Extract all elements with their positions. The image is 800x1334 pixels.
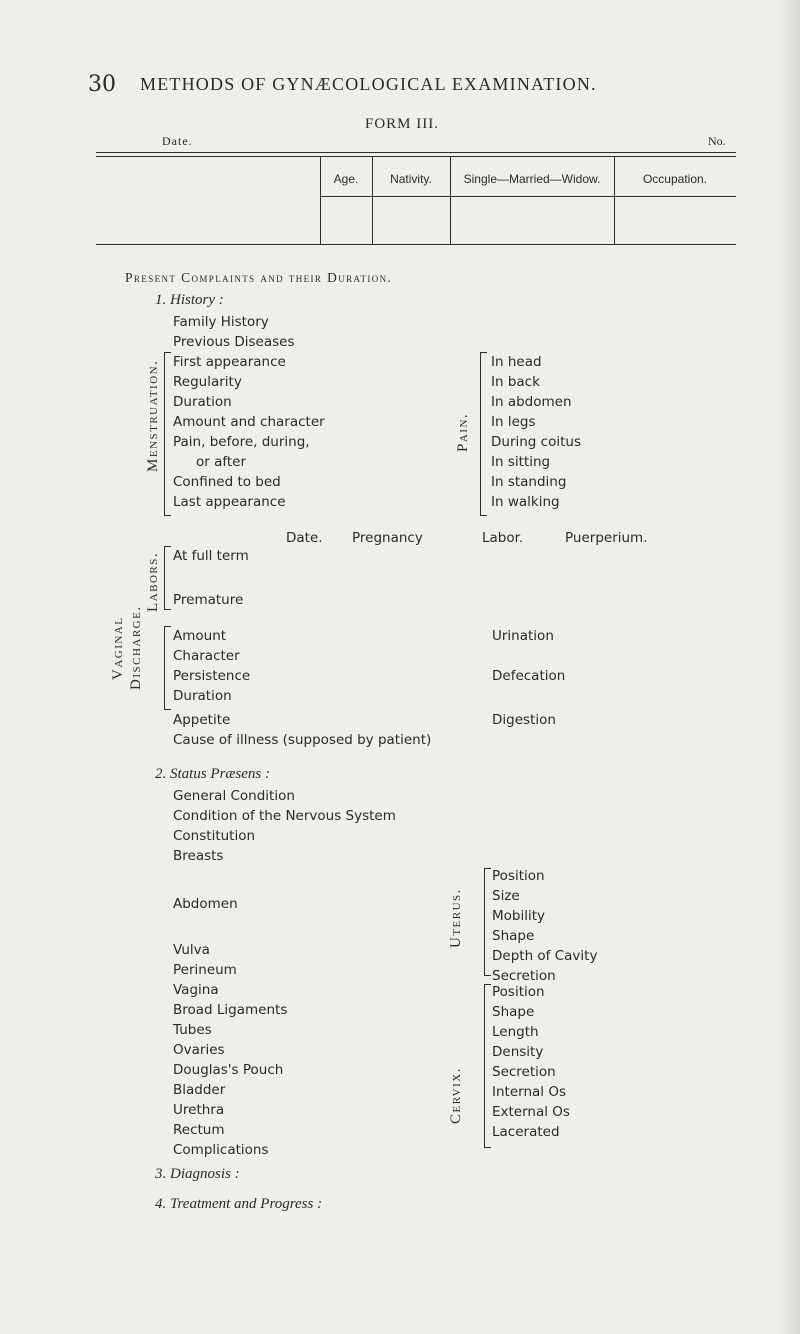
pain-item: In walking xyxy=(491,494,560,510)
labors-brace xyxy=(164,546,171,610)
status-heading: 2. Status Præsens : xyxy=(155,766,271,782)
pain-item: In back xyxy=(491,374,540,390)
cervix-item: External Os xyxy=(492,1104,570,1120)
labors-col-puerperium: Puerperium. xyxy=(565,530,648,546)
table-col-line xyxy=(372,156,373,244)
table-top-rule xyxy=(96,152,736,153)
pain-item: In standing xyxy=(491,474,567,490)
menstruation-item: Regularity xyxy=(173,374,242,390)
menstruation-item: Duration xyxy=(173,394,232,410)
labors-col-labor: Labor. xyxy=(482,530,524,546)
uterus-item: Depth of Cavity xyxy=(492,948,598,964)
uterus-item: Mobility xyxy=(492,908,546,924)
page-edge-shadow xyxy=(778,0,800,1334)
menstruation-item: Amount and character xyxy=(173,414,325,430)
pain-label: Pain. xyxy=(455,412,471,452)
menstruation-item: or after xyxy=(196,454,247,470)
status-item: Breasts xyxy=(173,848,224,864)
cervix-brace xyxy=(484,984,491,1148)
date-label: Date. xyxy=(162,134,193,148)
cervix-item: Internal Os xyxy=(492,1084,566,1100)
uterus-item: Shape xyxy=(492,928,535,944)
labors-full-term: At full term xyxy=(173,548,249,564)
pain-item: In abdomen xyxy=(491,394,572,410)
uterus-item: Position xyxy=(492,868,545,884)
col-header-age: Age. xyxy=(333,172,359,186)
cause-of-illness: Cause of illness (supposed by patient) xyxy=(173,732,432,748)
status-lower-item: Ovaries xyxy=(173,1042,225,1058)
menstruation-item: Pain, before, during, xyxy=(173,434,310,450)
status-lower-item: Tubes xyxy=(173,1022,212,1038)
abdomen-label: Abdomen xyxy=(173,896,238,912)
status-item: Constitution xyxy=(173,828,256,844)
uterus-item: Size xyxy=(492,888,520,904)
pain-brace xyxy=(480,352,487,516)
status-lower-item: Perineum xyxy=(173,962,237,978)
table-col-line xyxy=(320,156,321,244)
appetite-label: Appetite xyxy=(173,712,231,728)
status-item: General Condition xyxy=(173,788,295,804)
previous-diseases: Previous Diseases xyxy=(173,334,295,350)
col-header-occupation: Occupation. xyxy=(642,172,708,186)
status-lower-item: Vagina xyxy=(173,982,219,998)
cervix-item: Position xyxy=(492,984,545,1000)
diagnosis-heading: 3. Diagnosis : xyxy=(155,1166,240,1182)
status-lower-item: Complications xyxy=(173,1142,269,1158)
cervix-item: Lacerated xyxy=(492,1124,560,1140)
running-title: METHODS OF GYNÆCOLOGICAL EXAMINATION. xyxy=(140,74,597,94)
status-lower-item: Douglas's Pouch xyxy=(173,1062,284,1078)
menstruation-item: First appearance xyxy=(173,354,286,370)
section-title: Present Complaints and their Duration. xyxy=(125,270,393,285)
urination-label: Urination xyxy=(492,628,554,644)
table-top-rule-2 xyxy=(96,156,736,157)
table-col-line xyxy=(614,156,615,244)
menstruation-brace xyxy=(164,352,171,516)
labors-label: Labors. xyxy=(145,551,161,612)
number-label: No. xyxy=(708,134,726,148)
discharge-label: Discharge. xyxy=(128,605,144,690)
history-heading: 1. History : xyxy=(155,292,224,308)
status-lower-item: Broad Ligaments xyxy=(173,1002,288,1018)
digestion-label: Digestion xyxy=(492,712,556,728)
discharge-item: Duration xyxy=(173,688,232,704)
status-lower-item: Rectum xyxy=(173,1122,225,1138)
cervix-label: Cervix. xyxy=(448,1067,464,1124)
cervix-item: Shape xyxy=(492,1004,535,1020)
pain-item: In head xyxy=(491,354,542,370)
family-history: Family History xyxy=(173,314,269,330)
status-lower-item: Urethra xyxy=(173,1102,225,1118)
menstruation-label: Menstruation. xyxy=(145,359,161,472)
pain-item: During coitus xyxy=(491,434,581,450)
cervix-item: Density xyxy=(492,1044,544,1060)
status-lower-item: Bladder xyxy=(173,1082,226,1098)
col-header-nativity: Nativity. xyxy=(390,172,432,186)
page-number: 30 xyxy=(88,72,116,97)
table-col-line xyxy=(450,156,451,244)
treatment-heading: 4. Treatment and Progress : xyxy=(155,1196,323,1212)
form-title: FORM III. xyxy=(365,116,440,132)
discharge-item: Character xyxy=(173,648,240,664)
pain-item: In legs xyxy=(491,414,536,430)
table-bottom-rule xyxy=(96,244,736,245)
discharge-item: Persistence xyxy=(173,668,251,684)
defecation-label: Defecation xyxy=(492,668,566,684)
discharge-brace xyxy=(164,626,171,710)
labors-col-pregnancy: Pregnancy xyxy=(352,530,423,546)
vaginal-label: Vaginal xyxy=(110,616,126,680)
uterus-label: Uterus. xyxy=(448,888,464,948)
vulva-label: Vulva xyxy=(173,942,210,958)
labors-premature: Premature xyxy=(173,592,244,608)
table-header-rule xyxy=(320,196,736,197)
menstruation-item: Last appearance xyxy=(173,494,286,510)
discharge-item: Amount xyxy=(173,628,227,644)
cervix-item: Secretion xyxy=(492,1064,556,1080)
uterus-item: Secretion xyxy=(492,968,556,984)
labors-col-date: Date. xyxy=(286,530,323,546)
menstruation-item: Confined to bed xyxy=(173,474,281,490)
cervix-item: Length xyxy=(492,1024,539,1040)
col-header-marital-status: Single—Married—Widow. xyxy=(463,172,601,186)
uterus-brace xyxy=(484,868,491,976)
status-item: Condition of the Nervous System xyxy=(173,808,396,824)
pain-item: In sitting xyxy=(491,454,551,470)
